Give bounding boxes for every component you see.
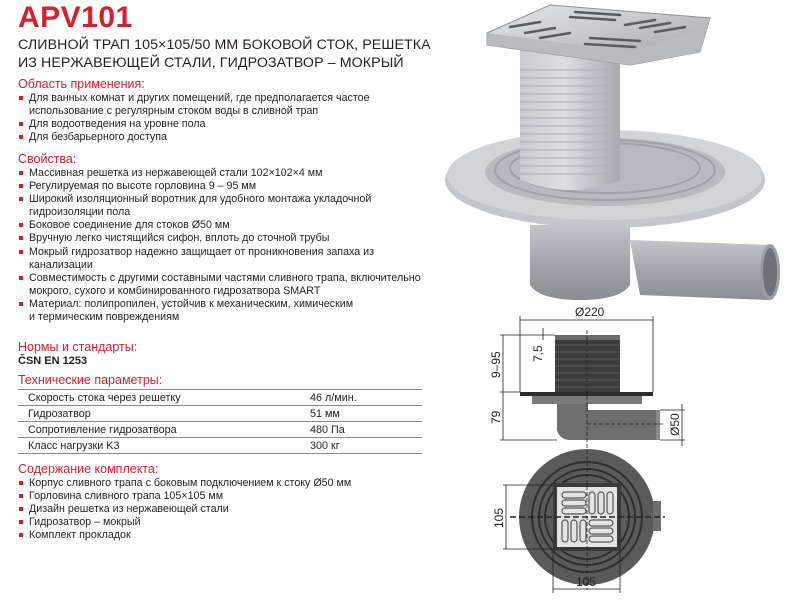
product-subtitle xyxy=(18,36,438,72)
section-heading-standards: Нормы и стандарты: xyxy=(18,340,138,354)
param-value: 300 кг xyxy=(310,438,422,454)
side-outlet-pipe xyxy=(630,240,770,300)
table-row xyxy=(18,390,422,406)
param-label: Сопротивление гидрозатвора xyxy=(18,422,310,438)
list-item-continuation: и термическим повреждениям xyxy=(29,311,180,324)
list-item: Массивная решетка из нержавеющей стали 102×102×4 мм xyxy=(18,167,448,180)
dim-body-height: 79 xyxy=(489,410,503,424)
technical-drawing xyxy=(470,300,700,607)
list-item-continuation: использование с регулярным стоком воды в сливной трап xyxy=(29,105,319,118)
dim-outlet-diameter: Ø50 xyxy=(668,413,682,436)
dim-grate-thickness: 7,5 xyxy=(531,345,545,362)
table-row xyxy=(18,406,422,422)
dim-height-adjust: 9–95 xyxy=(489,351,503,378)
section-heading-properties: Свойства: xyxy=(18,152,77,166)
list-item: Материал: полипропилен, устойчив к механическим, химическим xyxy=(18,298,448,311)
section-heading-contents: Содержание комплекта: xyxy=(18,462,159,476)
standards-value: ČSN EN 1253 xyxy=(18,355,88,367)
technical-params-table xyxy=(18,389,422,454)
param-value: 51 мм xyxy=(310,406,422,422)
product-photo xyxy=(430,0,790,310)
param-value: 46 л/мин. xyxy=(310,390,422,406)
product-title: APV101 xyxy=(18,1,133,34)
param-value: 480 Па xyxy=(310,422,422,438)
subtitle-line-2: ИЗ НЕРЖАВЕЮЩЕЙ СТАЛИ, ГИДРОЗАТВОР – МОКРЫЙ xyxy=(18,55,404,71)
table-row xyxy=(18,438,422,454)
list-item-continuation: канализации xyxy=(29,258,93,271)
properties-list xyxy=(18,167,448,324)
list-item: Комплект прокладок xyxy=(18,529,448,542)
application-list xyxy=(18,92,448,144)
list-item: Для безбарьерного доступа xyxy=(18,131,448,144)
list-item: Мокрый гидрозатвор надежно защищает от проникновения запаха из xyxy=(18,246,448,259)
list-item: Широкий изоляционный воротник для удобного монтажа укладочной xyxy=(18,193,448,206)
siphon-body xyxy=(530,225,630,300)
list-item-continuation: мокрого, сухого и комбинированного гидрозатвора SMART xyxy=(29,284,321,297)
table-row xyxy=(18,422,422,438)
contents-list xyxy=(18,477,448,542)
section-heading-application: Область применения: xyxy=(18,77,145,91)
list-item: Для водоотведения на уровне пола xyxy=(18,118,448,131)
list-item: Регулируемая по высоте горловина 9 – 95 мм xyxy=(18,180,448,193)
list-item: Дизайн решетка из нержавеющей стали xyxy=(18,503,448,516)
list-item: Вручную легко чистящийся сифон, вплоть до сточной трубы xyxy=(18,232,448,245)
param-label: Гидрозатвор xyxy=(18,406,310,422)
list-item: Горловина сливного трапа 105×105 мм xyxy=(18,490,448,503)
list-item: Боковое соединение для стоков Ø50 мм xyxy=(18,219,448,232)
list-item-continuation: гидроизоляции пола xyxy=(29,206,131,219)
section-heading-technical: Технические параметры: xyxy=(18,373,163,387)
list-item: Гидрозатвор – мокрый xyxy=(18,516,448,529)
top-view xyxy=(510,449,665,590)
adjustable-riser xyxy=(520,50,620,190)
dim-diameter-220: Ø220 xyxy=(575,305,605,319)
dim-top-width: 105 xyxy=(576,575,597,589)
param-label: Скорость стока через решетку xyxy=(18,390,310,406)
list-item: Корпус сливного трапа с боковым подключением к стоку Ø50 мм xyxy=(18,477,448,490)
list-item: Для ванных комнат и других помещений, где предполагается частое xyxy=(18,92,448,105)
dim-top-height: 105 xyxy=(492,507,506,528)
subtitle-line-1: СЛИВНОЙ ТРАП 105×105/50 ММ БОКОВОЙ СТОК, РЕШЕТКА xyxy=(18,37,431,53)
list-item: Совместимость с другими составными частями сливного трапа, включительно xyxy=(18,272,448,285)
param-label: Класс нагрузки K3 xyxy=(18,438,310,454)
